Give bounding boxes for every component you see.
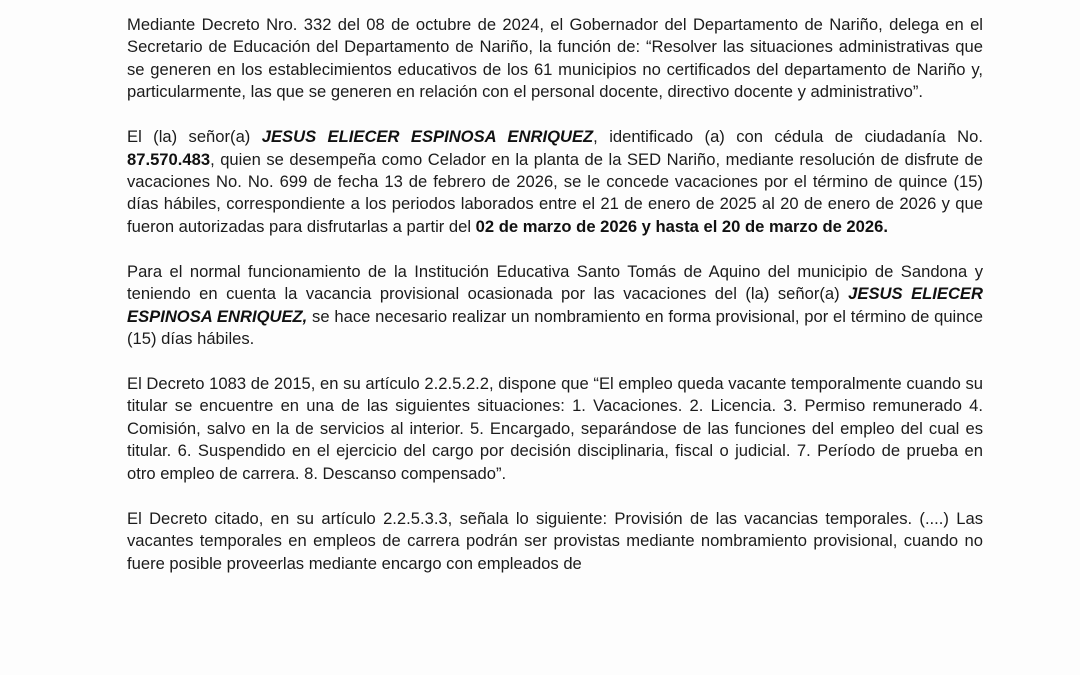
paragraph-vacaciones (127, 126, 983, 238)
cedula-number: 87.570.483 (127, 149, 211, 169)
paragraph-decreto-332: Mediante Decreto Nro. 332 del 08 de octubre de 2024, el Gobernador del Departamento de Nariño, delega en el Secretario de Educación del Departamento de Nariño, la función de: “Resolver las situaciones administrativas que se generen en los establecimientos educativos de los 61 municipios no certificados del departamento de Nariño y, particularmente, las que se generen en relación con el personal docente, directivo docente y administrativo”. (127, 15, 983, 102)
text-segment: se hace necesario realizar un nombramiento en forma provisional, por el término de quince (15) días hábiles. (127, 306, 983, 349)
paragraph-decreto-1083: El Decreto 1083 de 2015, en su artículo 2.2.5.2.2, dispone que “El empleo queda vacante temporalmente cuando su titular se encuentre en una de las siguientes situaciones: 1. Vacaciones. 2. Licencia. 3. Permiso remunerado 4. Comisión, salvo en la de servicios al interior. 5. Encargado, separándose de las funciones del empleo del cual es titular. 6. Suspendido en el ejercicio del cargo por decisión disciplinaria, fiscal o judicial. 7. Período de prueba en otro empleo de carrera. 8. Descanso compensado”. (127, 374, 983, 483)
paragraph-provision-vacancias: El Decreto citado, en su artículo 2.2.5.3.3, señala lo siguiente: Provisión de las vacancias temporales. (....) Las vacantes temporales en empleos de carrera podrán ser provistas mediante nombramiento provisional, cuando no fuere posible proveerlas mediante encargo con empleados de (127, 508, 983, 573)
text-segment: El (la) señor(a) (127, 127, 262, 147)
text-segment: , quien se desempeña como Celador en la planta de la SED Nariño, mediante resolución de disfrute de vacaciones No. No. 699 de fecha 13 de febrero de 2026, se le concede vacaciones por el término de quince (15) días hábiles, correspondiente a los periodos laborados entre el 21 de enero de 2025 al 20 de enero de 2026 y que fueron autorizadas para disfrutarlas a partir del (127, 149, 983, 236)
vacation-dates: 02 de marzo de 2026 y hasta el 20 de marzo de 2026. (475, 216, 888, 236)
employee-name: JESUS ELIECER ESPINOSA ENRIQUEZ (261, 127, 594, 147)
document-body (127, 14, 983, 575)
employee-name: JESUS ELIECER ESPINOSA ENRIQUEZ, (127, 284, 983, 326)
text-segment: Para el normal funcionamiento de la Institución Educativa Santo Tomás de Aquino del municipio de Sandona y teniendo en cuenta la vacancia provisional ocasionada por las vacaciones del (la) señor(a) (127, 261, 983, 304)
paragraph-nombramiento (127, 261, 983, 351)
text-segment: , identificado (a) con cédula de ciudadanía No. (593, 127, 983, 147)
